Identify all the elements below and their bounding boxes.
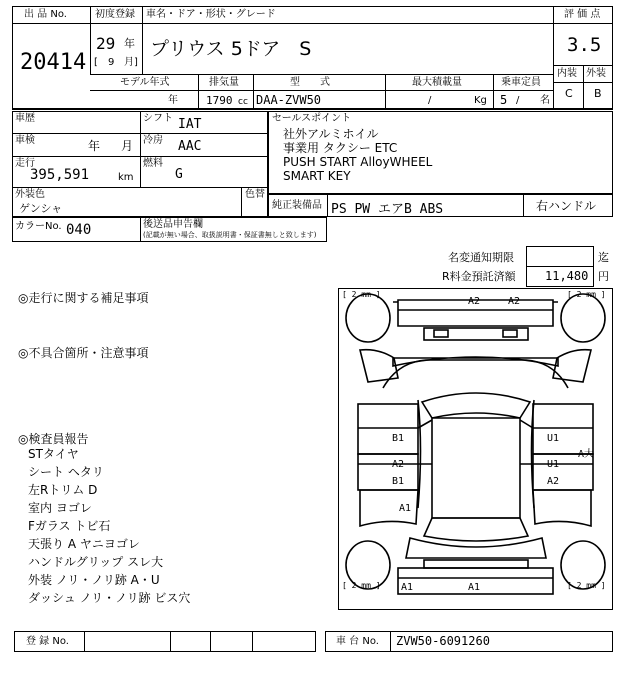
grade-label: 評 価 点 — [564, 9, 601, 20]
report-line: ダッシュ ノリ・ノリ跡 ビス穴 — [28, 591, 191, 605]
steering-side: 右ハンドル — [536, 199, 597, 213]
color-number-label: カラーNo. — [15, 221, 62, 232]
damage-code: A2 — [547, 476, 560, 487]
seating-capacity-label: 乗車定員 — [501, 77, 541, 88]
report-line: Fガラス トビ石 — [28, 519, 111, 533]
mileage-label: 走行 — [15, 158, 35, 169]
inspection-month-unit: 月 — [121, 139, 134, 153]
mileage-unit: km — [118, 172, 134, 183]
registration-year-unit: 年 — [124, 37, 135, 50]
sales-point-line: 事業用 タクシー ETC — [283, 141, 398, 155]
inspector-report-heading: ◎検査員報告 — [18, 432, 89, 446]
front-left-wheel — [346, 294, 390, 342]
damage-code: A大 — [578, 449, 595, 460]
seating-capacity: 5 — [500, 93, 508, 107]
max-load-label: 最大積載量 — [412, 77, 462, 88]
lot-number-label: 出 品 No. — [24, 9, 67, 20]
displacement-unit: cc — [238, 97, 248, 107]
damage-code: A1 — [468, 582, 481, 593]
damage-code: A1 — [399, 503, 412, 514]
registration-month-unit: 月] — [124, 57, 138, 68]
report-line: STタイヤ — [28, 447, 79, 461]
model-type: DAA-ZVW50 — [256, 93, 322, 107]
damage-code: A2 — [392, 459, 405, 470]
exterior-grade: B — [594, 87, 602, 100]
documents-note: (記載が無い場合、取扱説明書・保証書無しと致します) — [143, 231, 317, 239]
report-line: 天張り A ヤニヨゴレ — [28, 537, 140, 551]
name-change-deadline-label: 名変通知期限 — [448, 251, 514, 264]
damage-code: A2 — [508, 296, 521, 307]
recycle-fee-unit: 円 — [598, 270, 609, 283]
model-type-label: 型 式 — [290, 77, 330, 88]
recycle-fee-label: R料金預託済額 — [442, 270, 516, 283]
equipment: PS PW エアB ABS — [331, 202, 444, 217]
defects-heading: ◎不具合箇所・注意事項 — [18, 346, 149, 360]
max-load-separator: / — [428, 95, 432, 106]
rear-right-tire-depth: [ 2 mm ] — [567, 581, 606, 590]
report-line: 左Rトリム D — [28, 483, 98, 497]
registration-number-label: 登 録 No. — [26, 636, 69, 647]
exterior-grade-label: 外装 — [586, 68, 606, 79]
exterior-color-label: 外装色 — [15, 189, 45, 200]
equipment-label: 純正装備品 — [272, 200, 322, 211]
car-name: プリウス 5ドア S — [150, 38, 312, 60]
documents-label: 後送品申告欄 — [143, 219, 203, 230]
interior-grade-label: 内装 — [557, 68, 577, 79]
recycle-fee: 11,480 — [545, 269, 589, 283]
seating-unit: 名 — [540, 95, 550, 106]
shift: IAT — [178, 117, 202, 132]
front-left-tire-depth: [ 2 mm ] — [342, 290, 381, 299]
front-right-tire-depth: [ 2 mm ] — [567, 290, 606, 299]
grade-score: 3.5 — [567, 34, 602, 56]
model-year-label: モデル年式 — [120, 77, 170, 88]
interior-grade: C — [565, 87, 573, 100]
rear-left-tire-depth: [ 2 mm ] — [342, 581, 381, 590]
damage-code: B1 — [392, 476, 405, 487]
exterior-color: ゲンシャ — [19, 202, 63, 215]
mileage: 395,591 — [30, 167, 90, 183]
damage-code: A1 — [401, 582, 414, 593]
max-load-unit: Kg — [474, 95, 487, 106]
color-number: 040 — [66, 222, 92, 238]
left-front-door — [358, 404, 418, 454]
damage-code: B1 — [392, 433, 405, 444]
chassis-number-label: 車 台 No. — [336, 636, 379, 647]
inspection-label: 車検 — [15, 135, 35, 146]
color-change-label: 色替 — [245, 189, 265, 200]
name-change-deadline-suffix: 迄 — [598, 251, 609, 264]
fuel: G — [175, 167, 183, 182]
registration-year: 29 — [96, 34, 116, 53]
roof — [432, 418, 520, 518]
report-line: 室内 ヨゴレ — [28, 501, 92, 515]
windshield — [422, 393, 530, 418]
sales-point-line: PUSH START AlloyWHEEL — [283, 155, 433, 169]
damage-code: U1 — [547, 433, 560, 444]
registration-month-open: [ — [94, 57, 98, 68]
registration-month: 9 — [108, 57, 115, 68]
report-line: ハンドルグリップ スレ大 — [28, 555, 164, 569]
front-right-wheel — [561, 294, 605, 342]
sales-points-label: セールスポイント — [272, 113, 352, 124]
displacement-label: 排気量 — [209, 77, 239, 88]
driving-notes-heading: ◎走行に関する補足事項 — [18, 291, 149, 305]
shift-label: シフト — [143, 113, 173, 124]
lot-number: 20414 — [20, 50, 87, 75]
car-name-label: 車名・ドア・形状・グレード — [146, 9, 276, 20]
history-label: 車歴 — [15, 113, 35, 124]
air-conditioner-label: 冷房 — [143, 135, 163, 146]
inspection-year-unit: 年 — [88, 139, 101, 153]
name-change-deadline-field — [526, 246, 594, 267]
first-registration-label: 初度登録 — [95, 9, 135, 20]
car-diagram — [338, 288, 613, 610]
displacement: 1790 — [206, 94, 233, 107]
rear-window — [424, 518, 528, 541]
fuel-label: 燃料 — [143, 158, 163, 169]
left-rear-door — [358, 454, 418, 490]
sales-point-line: 社外アルミホイル — [283, 127, 379, 141]
model-year-unit: 年 — [168, 95, 178, 106]
sales-point-line: SMART KEY — [283, 169, 351, 183]
report-line: シート ヘタリ — [28, 465, 104, 479]
air-conditioner: AAC — [178, 139, 202, 154]
seating-separator: / — [516, 95, 520, 106]
damage-code: U1 — [547, 459, 560, 470]
damage-code: A2 — [468, 296, 481, 307]
chassis-number: ZVW50-6091260 — [396, 634, 490, 648]
report-line: 外装 ノリ・ノリ跡 A・U — [28, 573, 160, 587]
